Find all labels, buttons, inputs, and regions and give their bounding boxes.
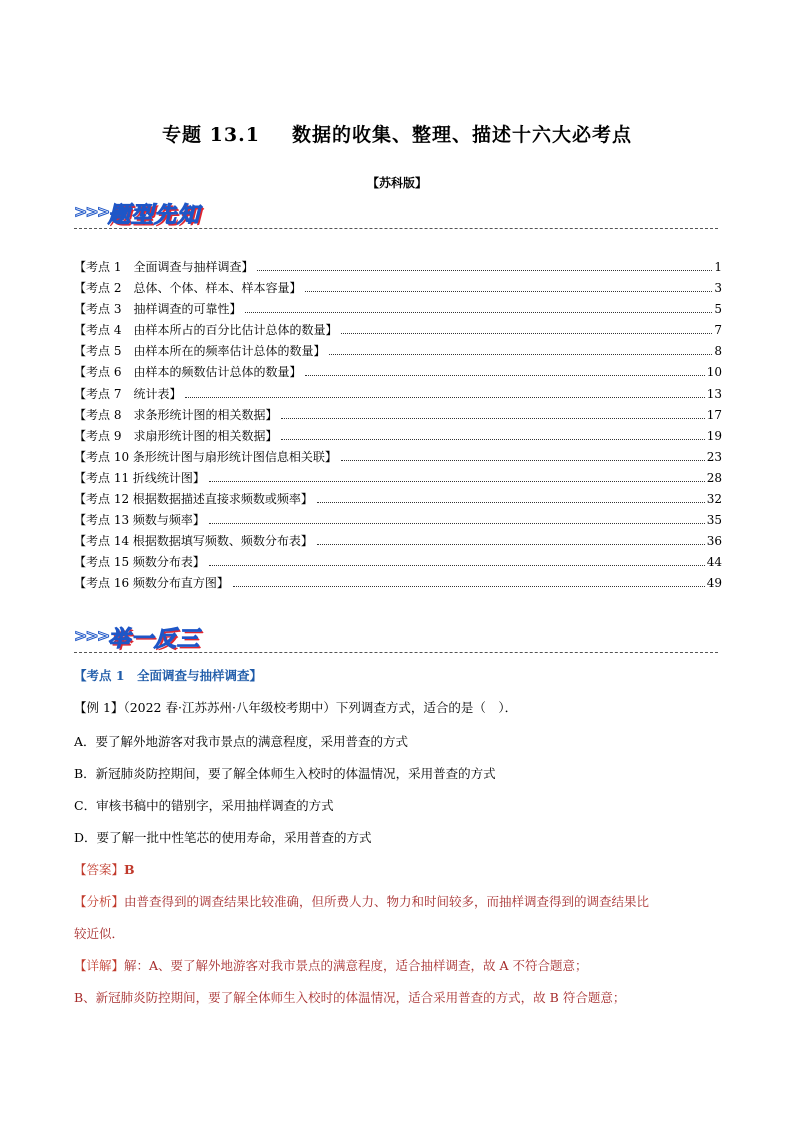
toc-leader-dots	[341, 459, 705, 461]
toc-entry-label: 【考点 11 折线统计图】	[74, 470, 205, 485]
answer-label: 【答案】	[74, 862, 125, 877]
detail-line-2: B、新冠肺炎防控期间，要了解全体师生入校时的体温情况，适合采用普查的方式，故 B 符合题意；	[74, 990, 626, 1005]
toc-entry-label: 【考点 12 根据数据描述直接求频数或频率】	[74, 492, 313, 507]
option-b: B．新冠肺炎防控期间，要了解全体师生入校时的体温情况，采用普查的方式	[74, 766, 496, 781]
toc-leader-dots	[257, 269, 712, 271]
analysis-line-1	[74, 892, 649, 910]
toc-entry-page: 3	[714, 281, 722, 296]
toc-leader-dots	[209, 522, 705, 524]
toc-entry-label: 【考点 13 频数与频率】	[74, 513, 205, 528]
toc-leader-dots	[341, 332, 712, 334]
toc-entry[interactable]	[74, 258, 722, 279]
toc-entry-page: 23	[706, 449, 722, 464]
banner-examples	[74, 622, 274, 650]
toc-entry-page: 32	[706, 492, 722, 507]
section-heading: 【考点 1 全面调查与抽样调查】	[74, 668, 263, 683]
toc-entry-label: 【考点 8 求条形统计图的相关数据】	[74, 407, 278, 422]
option-a: A．要了解外地游客对我市景点的满意程度，采用普查的方式	[74, 734, 409, 749]
banner-question-types	[74, 198, 274, 226]
toc-leader-dots	[233, 585, 705, 587]
toc-entry[interactable]	[74, 321, 722, 342]
toc-leader-dots	[329, 353, 712, 355]
detail-label: 【详解】	[74, 958, 125, 973]
toc-entry-page: 7	[714, 323, 722, 338]
toc-entry[interactable]	[74, 300, 722, 321]
detail-line-1	[74, 956, 588, 974]
edition-label: 【苏科版】	[366, 176, 427, 190]
title-part2: 数据的收集、整理、描述十六大必考点	[291, 124, 632, 146]
toc-entry[interactable]	[74, 427, 722, 448]
toc-entry-page: 44	[706, 555, 722, 570]
option-c: C．审核书稿中的错别字，采用抽样调查的方式	[74, 798, 334, 813]
toc-leader-dots	[305, 290, 712, 292]
detail-text-1: 解：A、要了解外地游客对我市景点的满意程度，适合抽样调查，故 A 不符合题意；	[124, 958, 588, 973]
answer	[74, 860, 135, 878]
toc-entry-page: 1	[714, 260, 722, 274]
toc-entry[interactable]	[74, 342, 722, 363]
toc-entry-page: 49	[706, 576, 722, 591]
toc-leader-dots	[185, 396, 704, 398]
toc-entry[interactable]	[74, 532, 722, 553]
divider	[74, 228, 718, 229]
toc-entry[interactable]	[74, 279, 722, 300]
toc-leader-dots	[281, 438, 704, 440]
toc-entry-page: 35	[706, 513, 722, 528]
toc-entry[interactable]	[74, 490, 722, 511]
toc-leader-dots	[305, 374, 704, 376]
toc-leader-dots	[209, 564, 705, 566]
toc-entry[interactable]	[74, 406, 722, 427]
analysis-line-2: 较近似．	[74, 926, 125, 941]
toc-entry-label: 【考点 9 求扇形统计图的相关数据】	[74, 428, 278, 443]
toc-entry[interactable]	[74, 469, 722, 490]
toc-entry-page: 10	[706, 365, 722, 380]
analysis-label: 【分析】	[74, 894, 125, 909]
toc-entry-label: 【考点 10 条形统计图与扇形统计图信息相关联】	[74, 449, 337, 464]
toc-entry-label: 【考点 16 频数分布直方图】	[74, 576, 229, 591]
toc-entry[interactable]	[74, 385, 722, 406]
divider	[74, 652, 718, 653]
analysis-text-1: 由普查得到的调查结果比较准确，但所费人力、物力和时间较多，而抽样调查得到的调查结果比	[124, 894, 650, 909]
toc-entry-label: 【考点 4 由样本所占的百分比估计总体的数量】	[74, 323, 338, 338]
toc-entry[interactable]	[74, 574, 722, 595]
document-title	[0, 120, 794, 147]
toc-entry-label: 【考点 2 总体、个体、样本、样本容量】	[74, 281, 302, 296]
toc-leader-dots	[245, 311, 712, 313]
banner-text: 题型先知	[108, 203, 201, 228]
toc-leader-dots	[317, 501, 705, 503]
toc-entry[interactable]	[74, 553, 722, 574]
toc-entry-label: 【考点 7 统计表】	[74, 386, 182, 401]
toc-leader-dots	[209, 480, 705, 482]
option-d: D．要了解一批中性笔芯的使用寿命，采用普查的方式	[74, 830, 372, 845]
toc-entry-page: 13	[706, 386, 722, 401]
toc-entry-label: 【考点 6 由样本的频数估计总体的数量】	[74, 365, 302, 380]
toc-entry-page: 5	[714, 302, 722, 317]
toc-entry[interactable]	[74, 511, 722, 532]
toc-entry-page: 17	[706, 407, 722, 422]
toc-entry[interactable]	[74, 448, 722, 469]
banner-arrows-icon: >>>	[74, 202, 109, 221]
answer-value: B	[124, 862, 135, 877]
banner-arrows-icon: >>>	[74, 626, 109, 645]
toc-entry-page: 36	[706, 534, 722, 549]
example-prefix: 【例 1】	[74, 700, 124, 715]
title-part1: 专题 13.1	[162, 124, 260, 146]
toc-entry-label: 【考点 14 根据数据填写频数、频数分布表】	[74, 534, 313, 549]
toc-entry-page: 28	[706, 470, 722, 485]
toc-entry-label: 【考点 5 由样本所在的频率估计总体的数量】	[74, 344, 326, 359]
toc-entry-label: 【考点 15 频数分布表】	[74, 555, 205, 570]
example-text: （2022 春·江苏苏州·八年级校考期中）下列调查方式，适合的是（ ）．	[123, 700, 518, 715]
banner-text: 举一反三	[108, 627, 201, 652]
toc-entry-label: 【考点 3 抽样调查的可靠性】	[74, 302, 242, 317]
toc-entry-label: 【考点 1 全面调查与抽样调查】	[74, 260, 254, 274]
toc-entry-page: 8	[714, 344, 722, 359]
example-question	[74, 698, 517, 716]
toc-entry-page: 19	[706, 428, 722, 443]
table-of-contents	[74, 258, 722, 596]
toc-leader-dots	[281, 417, 704, 419]
toc-leader-dots	[317, 543, 705, 545]
toc-entry[interactable]	[74, 363, 722, 384]
